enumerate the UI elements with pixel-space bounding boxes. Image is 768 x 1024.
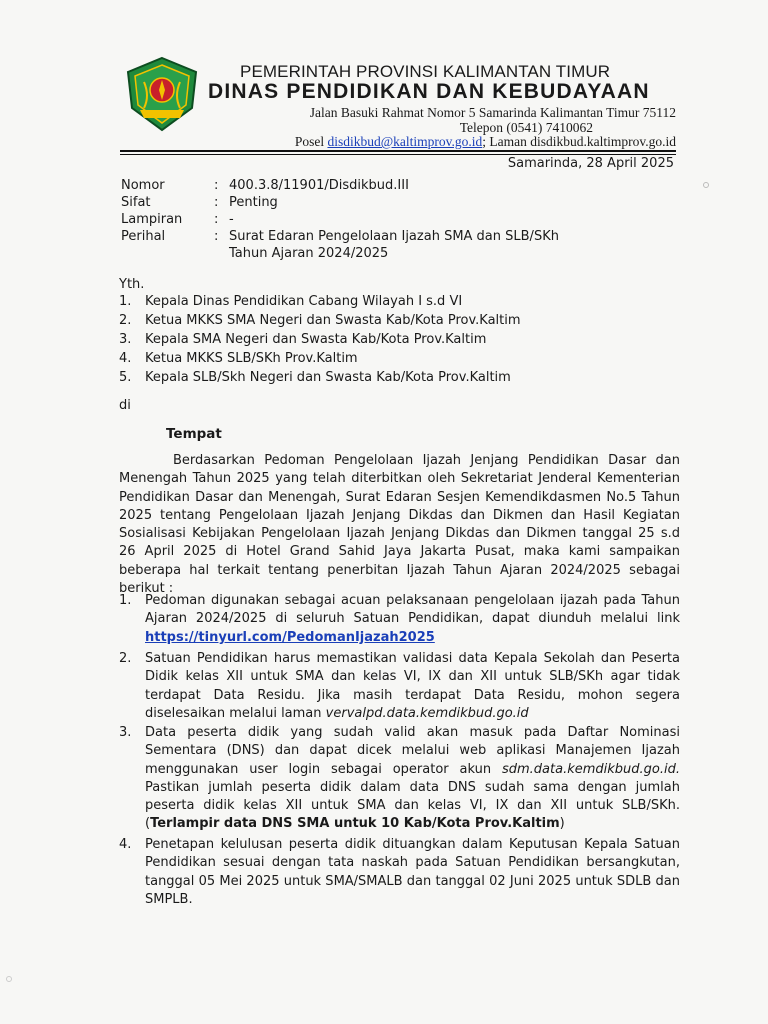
point-4: 4. Penetapan kelulusan peserta didik dituangkan dalam Keputusan Kepala Satuan Pendidikan sesuai dengan tata naskah pada Satuan Pendidikan bersangkutan, tanggal 05 Mei 2025 untuk SMA/SMALB dan tanggal 02 Juni 2025 untuk SDLB dan SMPLB. bbox=[119, 837, 680, 907]
kop-dinas: DINAS PENDIDIKAN DAN KEBUDAYAAN bbox=[208, 80, 650, 103]
colon: : bbox=[214, 195, 219, 210]
kop-pemerintah: PEMERINTAH PROVINSI KALIMANTAN TIMUR bbox=[240, 62, 611, 81]
kop-telepon: Telepon (0541) 7410062 bbox=[459, 120, 593, 135]
point-3: 3. Data peserta didik yang sudah valid akan masuk pada Daftar Nominasi Sementara (DNS) dan dapat dicek melalui web aplikasi Manajemen Ijazah menggunakan user login sebagai operator akun sdm.data.kemdikbud.go.id. Pastikan jumlah peserta didik dalam data DNS sudah sama dengan jumlah peserta didik kelas XII untuk SMA dan kelas VI, IX dan XII untuk SLB/SKh. (Terlampir data DNS SMA untuk 10 Kab/Kota Prov.Kaltim) bbox=[119, 725, 680, 832]
list-item: 5. Kepala SLB/Skh Negeri dan Swasta Kab/Kota Prov.Kaltim bbox=[119, 370, 511, 385]
scan-speck bbox=[703, 182, 709, 188]
lampiran-value: - bbox=[229, 212, 234, 227]
nomor-value: 400.3.8/11901/Disdikbud.III bbox=[229, 178, 409, 193]
perihal-value-line1: Surat Edaran Pengelolaan Ijazah SMA dan SLB/SKh bbox=[229, 229, 559, 244]
lampiran-label: Lampiran bbox=[121, 212, 183, 227]
vervalpd-link[interactable]: vervalpd.data.kemdikbud.go.id bbox=[325, 705, 529, 721]
tempat-label: Tempat bbox=[166, 426, 222, 442]
email-link[interactable]: disdikbud@kaltimprov.go.id bbox=[327, 134, 483, 149]
list-item: 1. Kepala Dinas Pendidikan Cabang Wilayah I s.d VI bbox=[119, 294, 463, 309]
point-2: 2. Satuan Pendidikan harus memastikan validasi data Kepala Sekolah dan Peserta Didik kelas XII untuk SMA dan kelas VI, IX dan XII untuk SLB/SKh agar tidak terdapat Data Residu. Jika masih terdapat Data Residu, mohon segera diselesaikan melalui laman vervalpd.data.kemdikbud.go.id bbox=[119, 651, 680, 721]
point-1: 1. Pedoman digunakan sebagai acuan pelaksanaan pengelolaan ijazah pada Tahun Ajaran 2024/2025 di seluruh Satuan Pendidikan, dapat diunduh melalui link https://tinyurl.com/PedomanIjazah2025 bbox=[119, 593, 680, 645]
perihal-label: Perihal bbox=[121, 229, 166, 244]
kop-divider-thick bbox=[120, 150, 676, 152]
pedoman-link[interactable]: https://tinyurl.com/PedomanIjazah2025 bbox=[145, 629, 435, 645]
attachment-note: Terlampir data DNS SMA untuk 10 Kab/Kota Prov.Kaltim bbox=[150, 816, 560, 832]
yth-salutation: Yth. bbox=[119, 277, 145, 292]
laman-text: ; Laman disdikbud.kaltimprov.go.id bbox=[482, 134, 676, 149]
sifat-value: Penting bbox=[229, 195, 278, 210]
opening-paragraph: Berdasarkan Pedoman Pengelolaan Ijazah Jenjang Pendidikan Dasar dan Menengah Tahun 2025 yang telah diterbitkan oleh Sekretariat Jenderal Kementerian Pendidikan Dasar dan Menengah, Surat Edaran Sesjen Kemendikdasmen No.5 Tahun 2025 tentang Pengelolaan Ijazah Jenjang Dikdas dan Dikmen dan Hasil Kegiatan Sosialisasi Kebijakan Pengelolaan Ijazah Jenjang Dikdas dan Dikmen tanggal 25 s.d 26 April 2025 di Hotel Grand Sahid Jaya Jakarta Pusat, maka kami sampaikan beberapa hal terkait tentang penerbitan Ijazah Tahun Ajaran 2024/2025 sebagai berikut : bbox=[119, 453, 680, 597]
list-item: 4. Ketua MKKS SLB/SKh Prov.Kaltim bbox=[119, 351, 358, 366]
colon: : bbox=[214, 229, 219, 244]
kop-divider-thin bbox=[120, 154, 676, 155]
perihal-value-line2: Tahun Ajaran 2024/2025 bbox=[229, 246, 389, 261]
di-label: di bbox=[119, 398, 131, 413]
kop-kontak bbox=[295, 134, 676, 150]
scan-speck bbox=[6, 976, 12, 982]
list-item: 2. Ketua MKKS SMA Negeri dan Swasta Kab/Kota Prov.Kaltim bbox=[119, 313, 521, 328]
letter-date: Samarinda, 28 April 2025 bbox=[507, 156, 674, 171]
sifat-label: Sifat bbox=[121, 195, 151, 210]
colon: : bbox=[214, 212, 219, 227]
posel-label: Posel bbox=[294, 134, 328, 149]
provincial-emblem-logo bbox=[122, 56, 202, 132]
sdm-link[interactable]: sdm.data.kemdikbud.go.id. bbox=[501, 761, 680, 777]
colon: : bbox=[214, 178, 219, 193]
nomor-label: Nomor bbox=[121, 178, 165, 193]
list-item: 3. Kepala SMA Negeri dan Swasta Kab/Kota Prov.Kaltim bbox=[119, 332, 487, 347]
kop-alamat: Jalan Basuki Rahmat Nomor 5 Samarinda Kalimantan Timur 75112 bbox=[309, 105, 676, 120]
